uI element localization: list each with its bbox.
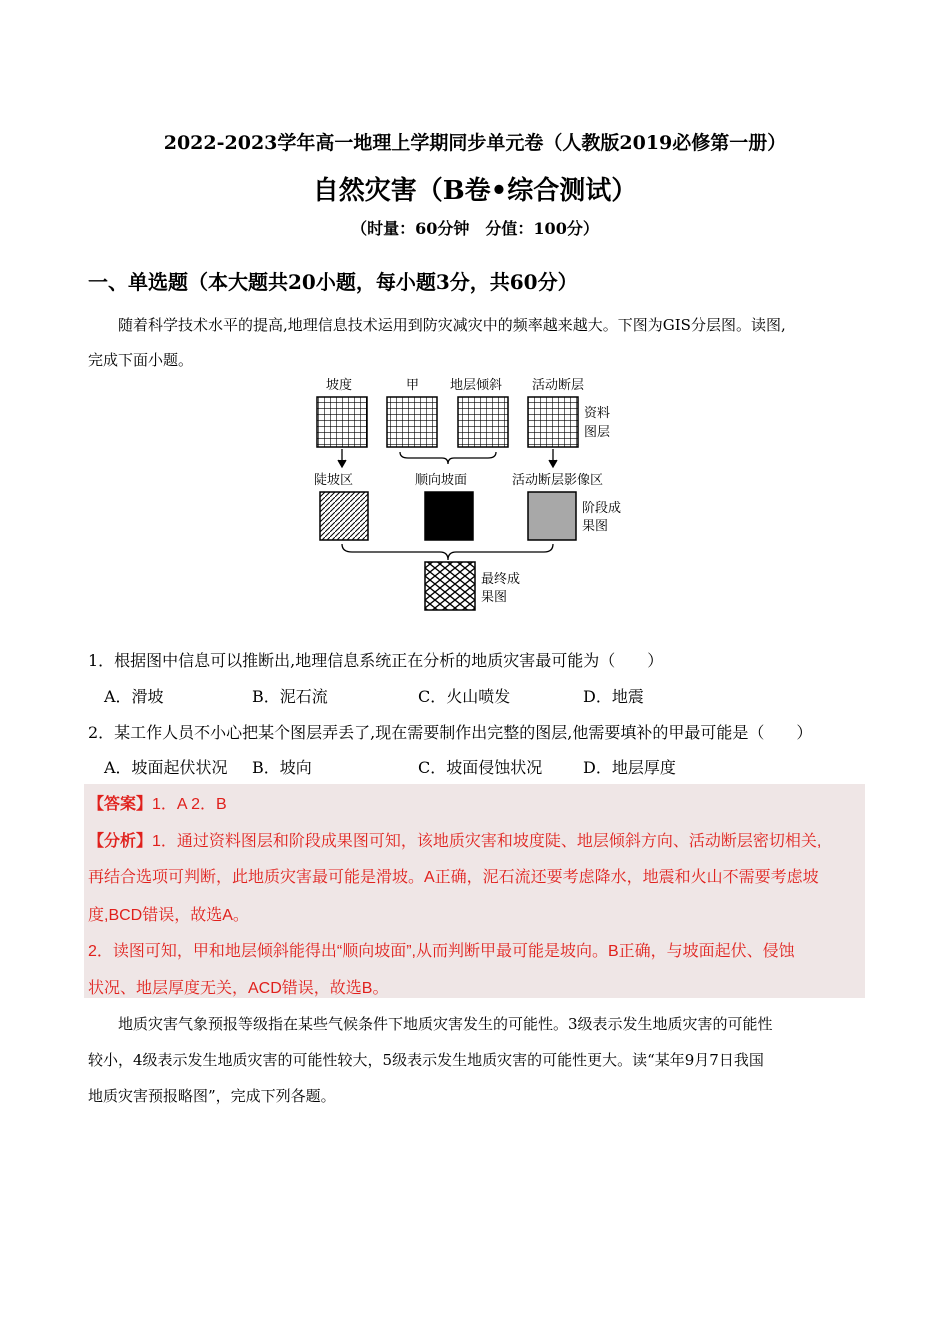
- analysis-text: 状况、地层厚度无关，ACD错误，故选B。: [88, 980, 389, 997]
- section-heading: 一、单选题（本大题共20小题，每小题3分，共60分）: [88, 270, 578, 294]
- q2-option-a[interactable]: A．坡面起伏状况: [104, 758, 228, 777]
- connector-lines: [338, 449, 557, 467]
- label-slope: 坡度: [326, 378, 353, 393]
- next-intro-line: 地质灾害预报略图”，完成下列各题。: [88, 1087, 336, 1105]
- q2-option-b[interactable]: B．坡向: [252, 758, 312, 777]
- label-final-result: 果图: [481, 590, 508, 605]
- label-data-layer: 图层: [584, 425, 611, 440]
- intro-text-line: 随着科学技术水平的提高,地理信息技术运用到防灾减灾中的频率越来越大。下图为GIS分层图。读图,: [118, 316, 786, 334]
- label-steep-slope: 陡坡区: [314, 473, 354, 488]
- final-result-map: [425, 562, 475, 610]
- q2-option-c[interactable]: C．坡面侵蚀状况: [418, 758, 543, 777]
- question-2-stem: 2．某工作人员不小心把某个图层弄丢了,现在需要制作出完整的图层,他需要填补的甲最可能是（ ）: [88, 723, 813, 742]
- answer-tag: 【答案】: [88, 796, 153, 813]
- answer-text: 1．A 2．B: [152, 796, 227, 813]
- analysis-text: 2．读图可知，甲和地层倾斜能得出“顺向坡面”,从而判断甲最可能是坡向。B正确，与坡面起伏、侵蚀: [88, 943, 795, 960]
- label-fault-image: 活动断层影像区: [512, 473, 604, 488]
- fault-image-map: [528, 492, 576, 540]
- label-stage-result: 阶段成: [582, 501, 622, 516]
- answer-analysis-box: [84, 784, 865, 998]
- analysis-text: 1．通过资料图层和阶段成果图可知，该地质灾害和坡度陡、地层倾斜方向、活动断层密切相关,: [152, 833, 822, 850]
- document-subtitle: 自然灾害（B卷•综合测试）: [312, 176, 638, 206]
- dip-slope-map: [425, 492, 473, 540]
- label-data-layer: 资料: [584, 406, 611, 421]
- label-dip-slope: 顺向坡面: [415, 473, 468, 488]
- label-active-fault: 活动断层: [532, 378, 585, 393]
- document-title: 2022-2023学年高一地理上学期同步单元卷（人教版2019必修第一册）: [163, 132, 787, 154]
- q1-option-c[interactable]: C．火山喷发: [418, 687, 511, 706]
- label-stage-result: 果图: [582, 519, 609, 534]
- question-1-stem: 1．根据图中信息可以推断出,地理信息系统正在分析的地质灾害最可能为（ ）: [88, 651, 664, 670]
- steep-slope-map: [320, 492, 368, 540]
- q1-option-b[interactable]: B．泥石流: [252, 687, 328, 706]
- next-intro-line: 较小，4级表示发生地质灾害的可能性较大，5级表示发生地质灾害的可能性更大。读“某年9月7日我国: [88, 1051, 764, 1069]
- analysis-tag: 【分析】: [88, 833, 153, 850]
- analysis-text: 度,BCD错误，故选A。: [88, 907, 249, 924]
- stratum-layer-grid: [458, 397, 508, 447]
- jia-layer-grid: [387, 397, 437, 447]
- gis-layer-diagram: [300, 372, 650, 617]
- analysis-line: [88, 828, 821, 851]
- label-final-result: 最终成: [481, 572, 521, 587]
- bottom-brace: [342, 544, 553, 560]
- label-stratum-tilt: 地层倾斜: [450, 378, 503, 393]
- fault-layer-grid: [528, 397, 578, 447]
- next-intro-line: 地质灾害气象预报等级指在某些气候条件下地质灾害发生的可能性。3级表示发生地质灾害的可能性: [118, 1015, 773, 1033]
- q1-option-a[interactable]: A．滑坡: [104, 687, 164, 706]
- q1-option-d[interactable]: D．地震: [583, 687, 644, 706]
- answer-line: [88, 791, 227, 814]
- label-jia: 甲: [406, 378, 420, 393]
- q2-option-d[interactable]: D．地层厚度: [583, 758, 676, 777]
- intro-text-line: 完成下面小题。: [88, 351, 194, 369]
- exam-meta: （时量：60分钟 分值：100分）: [351, 219, 599, 238]
- analysis-text: 再结合选项可判断，此地质灾害最可能是滑坡。A正确，泥石流还要考虑降水，地震和火山不需要考虑坡: [88, 869, 819, 886]
- slope-layer-grid: [317, 397, 367, 447]
